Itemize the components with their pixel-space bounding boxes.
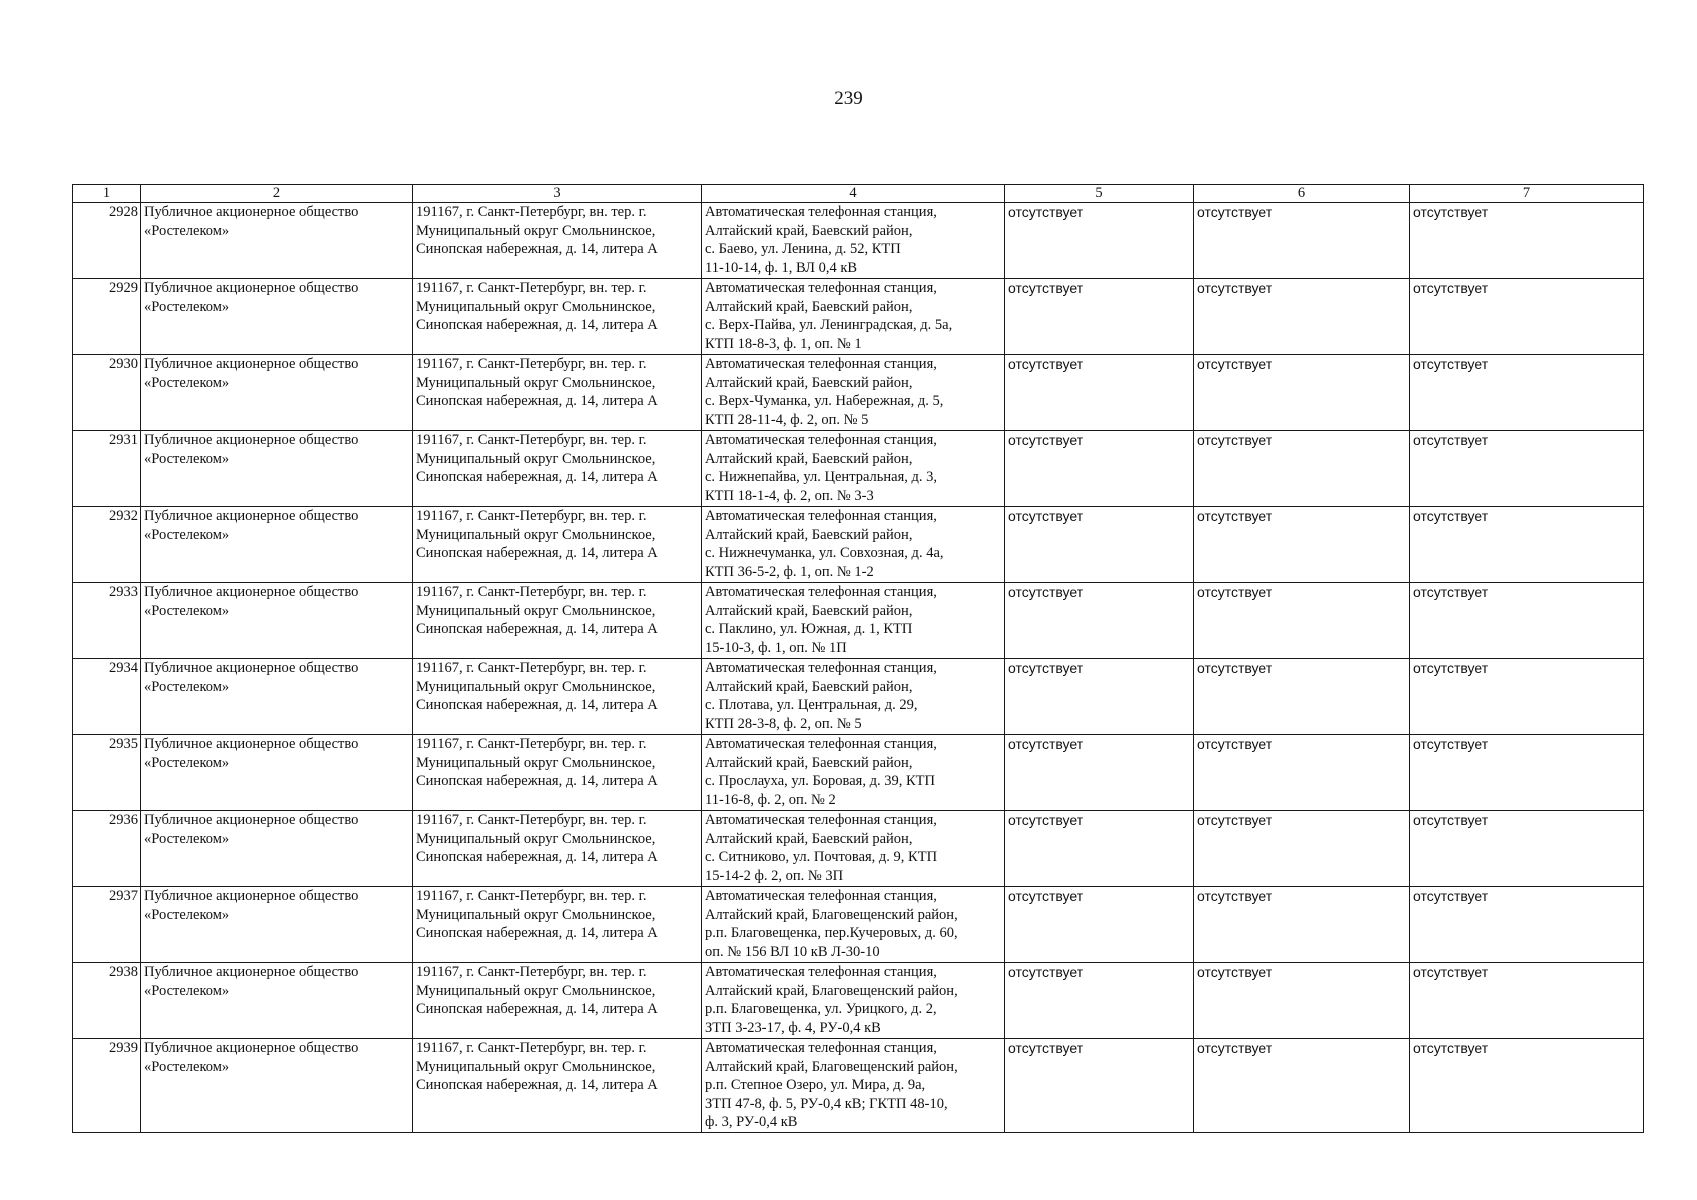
object-cell: [702, 811, 1005, 887]
address-line: 191167, г. Санкт-Петербург, вн. тер. г.: [416, 204, 647, 220]
object-line: Алтайский край, Благовещенский район,: [705, 1058, 958, 1075]
object-cell: [702, 963, 1005, 1039]
object-line: Автоматическая телефонная станция,: [705, 660, 937, 676]
address-line: Муниципальный округ Смольнинское,: [416, 602, 656, 619]
owner-line: «Ростелеком»: [144, 1058, 230, 1075]
object-line: Автоматическая телефонная станция,: [705, 888, 937, 904]
address-line: 191167, г. Санкт-Петербург, вн. тер. г.: [416, 432, 647, 448]
object-line: р.п. Благовещенка, ул. Урицкого, д. 2,: [705, 1001, 937, 1018]
address-line: Синопская набережная, д. 14, литера А: [416, 241, 658, 258]
table-row: [73, 659, 1644, 735]
address-line: 191167, г. Санкт-Петербург, вн. тер. г.: [416, 508, 647, 524]
absence-cell: отсутствует: [1005, 811, 1194, 887]
absence-cell: отсутствует: [1194, 887, 1410, 963]
address-line: Муниципальный округ Смольнинское,: [416, 1058, 656, 1075]
column-header: 2: [141, 185, 413, 203]
object-cell: [702, 583, 1005, 659]
absence-cell: отсутствует: [1005, 203, 1194, 279]
address-line: 191167, г. Санкт-Петербург, вн. тер. г.: [416, 812, 647, 828]
row-number-cell: 2939: [73, 1039, 141, 1133]
owner-line: «Ростелеком»: [144, 754, 230, 771]
object-line: КТП 28-3-8, ф. 2, оп. № 5: [705, 715, 862, 732]
absence-cell: отсутствует: [1194, 1039, 1410, 1133]
owner-line: «Ростелеком»: [144, 526, 230, 543]
absence-cell: отсутствует: [1194, 583, 1410, 659]
address-line: Муниципальный округ Смольнинское,: [416, 298, 656, 315]
absence-cell: отсутствует: [1410, 279, 1644, 355]
object-line: Автоматическая телефонная станция,: [705, 356, 937, 372]
column-header: 5: [1005, 185, 1194, 203]
table-row: [73, 279, 1644, 355]
owner-line: Публичное акционерное общество: [144, 508, 359, 524]
object-line: с. Прослауха, ул. Боровая, д. 39, КТП: [705, 773, 935, 790]
owner-line: «Ростелеком»: [144, 222, 230, 239]
absence-cell: отсутствует: [1194, 659, 1410, 735]
address-cell: [413, 735, 702, 811]
table-row: [73, 963, 1644, 1039]
address-line: Синопская набережная, д. 14, литера А: [416, 849, 658, 866]
object-line: с. Верх-Пайва, ул. Ленинградская, д. 5а,: [705, 317, 953, 334]
object-line: 11-16-8, ф. 2, оп. № 2: [705, 791, 836, 808]
object-cell: [702, 507, 1005, 583]
address-line: Синопская набережная, д. 14, литера А: [416, 1077, 658, 1094]
object-line: Автоматическая телефонная станция,: [705, 584, 937, 600]
owner-cell: [141, 355, 413, 431]
address-line: 191167, г. Санкт-Петербург, вн. тер. г.: [416, 888, 647, 904]
owner-cell: [141, 583, 413, 659]
owner-line: «Ростелеком»: [144, 450, 230, 467]
row-number-cell: 2935: [73, 735, 141, 811]
object-cell: [702, 431, 1005, 507]
object-cell: [702, 735, 1005, 811]
absence-cell: отсутствует: [1194, 355, 1410, 431]
table-row: [73, 1039, 1644, 1133]
absence-cell: отсутствует: [1005, 735, 1194, 811]
owner-line: Публичное акционерное общество: [144, 1040, 359, 1056]
owner-line: Публичное акционерное общество: [144, 280, 359, 296]
address-line: Синопская набережная, д. 14, литера А: [416, 545, 658, 562]
object-line: Алтайский край, Баевский район,: [705, 222, 913, 239]
object-line: КТП 28-11-4, ф. 2, оп. № 5: [705, 411, 869, 428]
owner-cell: [141, 659, 413, 735]
absence-cell: отсутствует: [1410, 659, 1644, 735]
row-number-cell: 2937: [73, 887, 141, 963]
owner-cell: [141, 431, 413, 507]
owner-line: Публичное акционерное общество: [144, 812, 359, 828]
absence-cell: отсутствует: [1410, 735, 1644, 811]
owner-line: «Ростелеком»: [144, 678, 230, 695]
object-line: Автоматическая телефонная станция,: [705, 280, 937, 296]
object-line: Автоматическая телефонная станция,: [705, 964, 937, 980]
row-number-cell: 2929: [73, 279, 141, 355]
owner-cell: [141, 811, 413, 887]
address-cell: [413, 355, 702, 431]
object-line: Автоматическая телефонная станция,: [705, 508, 937, 524]
object-cell: [702, 659, 1005, 735]
object-cell: [702, 203, 1005, 279]
address-line: 191167, г. Санкт-Петербург, вн. тер. г.: [416, 280, 647, 296]
address-line: Муниципальный округ Смольнинское,: [416, 526, 656, 543]
column-header: 3: [413, 185, 702, 203]
address-line: 191167, г. Санкт-Петербург, вн. тер. г.: [416, 964, 647, 980]
address-line: Муниципальный округ Смольнинское,: [416, 374, 656, 391]
absence-cell: отсутствует: [1005, 1039, 1194, 1133]
object-line: Автоматическая телефонная станция,: [705, 736, 937, 752]
object-line: Автоматическая телефонная станция,: [705, 1040, 937, 1056]
address-cell: [413, 279, 702, 355]
page-number: 239: [834, 88, 863, 109]
object-line: с. Нижнепайва, ул. Центральная, д. 3,: [705, 469, 937, 486]
absence-cell: отсутствует: [1410, 355, 1644, 431]
object-line: Алтайский край, Баевский район,: [705, 526, 913, 543]
address-line: Муниципальный округ Смольнинское,: [416, 754, 656, 771]
object-line: с. Баево, ул. Ленина, д. 52, КТП: [705, 241, 901, 258]
address-cell: [413, 811, 702, 887]
address-line: 191167, г. Санкт-Петербург, вн. тер. г.: [416, 736, 647, 752]
address-cell: [413, 431, 702, 507]
object-line: Автоматическая телефонная станция,: [705, 204, 937, 220]
object-line: КТП 18-1-4, ф. 2, оп. № 3-3: [705, 487, 874, 504]
object-line: Алтайский край, Баевский район,: [705, 830, 913, 847]
address-line: Синопская набережная, д. 14, литера А: [416, 621, 658, 638]
table-row: [73, 735, 1644, 811]
address-cell: [413, 659, 702, 735]
object-line: Алтайский край, Баевский район,: [705, 678, 913, 695]
absence-cell: отсутствует: [1005, 431, 1194, 507]
object-line: 11-10-14, ф. 1, ВЛ 0,4 кВ: [705, 259, 858, 276]
table-row: [73, 507, 1644, 583]
table-row: [73, 887, 1644, 963]
absence-cell: отсутствует: [1005, 355, 1194, 431]
table-header-row: [73, 185, 1644, 203]
address-line: Муниципальный округ Смольнинское,: [416, 678, 656, 695]
absence-cell: отсутствует: [1194, 735, 1410, 811]
address-line: Синопская набережная, д. 14, литера А: [416, 317, 658, 334]
table-row: [73, 583, 1644, 659]
column-header: 1: [73, 185, 141, 203]
absence-cell: отсутствует: [1005, 279, 1194, 355]
row-number-cell: 2931: [73, 431, 141, 507]
owner-line: «Ростелеком»: [144, 830, 230, 847]
owner-line: Публичное акционерное общество: [144, 736, 359, 752]
row-number-cell: 2938: [73, 963, 141, 1039]
owner-cell: [141, 507, 413, 583]
absence-cell: отсутствует: [1194, 507, 1410, 583]
row-number-cell: 2933: [73, 583, 141, 659]
address-line: Синопская набережная, д. 14, литера А: [416, 1001, 658, 1018]
owner-cell: [141, 887, 413, 963]
object-line: с. Ситниково, ул. Почтовая, д. 9, КТП: [705, 849, 938, 866]
absence-cell: отсутствует: [1410, 963, 1644, 1039]
owner-line: «Ростелеком»: [144, 374, 230, 391]
object-cell: [702, 279, 1005, 355]
object-line: с. Плотава, ул. Центральная, д. 29,: [705, 697, 918, 714]
object-line: ф. 3, РУ-0,4 кВ: [705, 1114, 798, 1131]
object-line: Алтайский край, Баевский район,: [705, 754, 913, 771]
row-number-cell: 2936: [73, 811, 141, 887]
table-row: [73, 811, 1644, 887]
address-line: Муниципальный округ Смольнинское,: [416, 906, 656, 923]
object-line: Алтайский край, Баевский район,: [705, 374, 913, 391]
address-line: Синопская набережная, д. 14, литера А: [416, 773, 658, 790]
absence-cell: отсутствует: [1005, 659, 1194, 735]
address-cell: [413, 203, 702, 279]
object-cell: [702, 355, 1005, 431]
address-line: 191167, г. Санкт-Петербург, вн. тер. г.: [416, 584, 647, 600]
absence-cell: отсутствует: [1005, 507, 1194, 583]
address-cell: [413, 963, 702, 1039]
object-line: Алтайский край, Благовещенский район,: [705, 982, 958, 999]
row-number-cell: 2930: [73, 355, 141, 431]
absence-cell: отсутствует: [1194, 963, 1410, 1039]
object-line: Алтайский край, Баевский район,: [705, 602, 913, 619]
owner-line: Публичное акционерное общество: [144, 964, 359, 980]
object-line: с. Паклино, ул. Южная, д. 1, КТП: [705, 621, 913, 638]
absence-cell: отсутствует: [1194, 279, 1410, 355]
object-line: оп. № 156 ВЛ 10 кВ Л-30-10: [705, 943, 880, 960]
object-line: Автоматическая телефонная станция,: [705, 432, 937, 448]
table-row: [73, 431, 1644, 507]
absence-cell: отсутствует: [1410, 583, 1644, 659]
absence-cell: отсутствует: [1410, 811, 1644, 887]
row-number-cell: 2932: [73, 507, 141, 583]
absence-cell: отсутствует: [1410, 1039, 1644, 1133]
object-line: КТП 36-5-2, ф. 1, оп. № 1-2: [705, 563, 874, 580]
address-line: Синопская набережная, д. 14, литера А: [416, 393, 658, 410]
object-line: с. Верх-Чуманка, ул. Набережная, д. 5,: [705, 393, 944, 410]
row-number-cell: 2928: [73, 203, 141, 279]
owner-line: Публичное акционерное общество: [144, 432, 359, 448]
absence-cell: отсутствует: [1194, 203, 1410, 279]
object-line: КТП 18-8-3, ф. 1, оп. № 1: [705, 335, 862, 352]
object-line: р.п. Степное Озеро, ул. Мира, д. 9а,: [705, 1077, 926, 1094]
absence-cell: отсутствует: [1410, 507, 1644, 583]
address-cell: [413, 507, 702, 583]
absence-cell: отсутствует: [1005, 583, 1194, 659]
owner-line: Публичное акционерное общество: [144, 888, 359, 904]
table-row: [73, 203, 1644, 279]
column-header: 4: [702, 185, 1005, 203]
owner-cell: [141, 1039, 413, 1133]
object-line: ЗТП 47-8, ф. 5, РУ-0,4 кВ; ГКТП 48-10,: [705, 1095, 948, 1112]
row-number-cell: 2934: [73, 659, 141, 735]
object-line: Алтайский край, Баевский район,: [705, 298, 913, 315]
address-line: Муниципальный округ Смольнинское,: [416, 222, 656, 239]
owner-cell: [141, 963, 413, 1039]
registry-table: [72, 184, 1644, 1133]
address-cell: [413, 583, 702, 659]
owner-line: «Ростелеком»: [144, 982, 230, 999]
address-line: Муниципальный округ Смольнинское,: [416, 830, 656, 847]
absence-cell: отсутствует: [1410, 431, 1644, 507]
table-row: [73, 355, 1644, 431]
owner-line: Публичное акционерное общество: [144, 584, 359, 600]
address-cell: [413, 1039, 702, 1133]
address-line: Муниципальный округ Смольнинское,: [416, 450, 656, 467]
address-line: Муниципальный округ Смольнинское,: [416, 982, 656, 999]
object-line: ЗТП 3-23-17, ф. 4, РУ-0,4 кВ: [705, 1019, 881, 1036]
absence-cell: отсутствует: [1410, 203, 1644, 279]
column-header: 7: [1410, 185, 1644, 203]
object-line: Алтайский край, Благовещенский район,: [705, 906, 958, 923]
address-cell: [413, 887, 702, 963]
object-line: Алтайский край, Баевский район,: [705, 450, 913, 467]
object-line: Автоматическая телефонная станция,: [705, 812, 937, 828]
owner-line: Публичное акционерное общество: [144, 356, 359, 372]
object-line: 15-10-3, ф. 1, оп. № 1П: [705, 639, 847, 656]
owner-line: «Ростелеком»: [144, 906, 230, 923]
object-cell: [702, 1039, 1005, 1133]
absence-cell: отсутствует: [1194, 431, 1410, 507]
absence-cell: отсутствует: [1005, 887, 1194, 963]
address-line: Синопская набережная, д. 14, литера А: [416, 469, 658, 486]
object-cell: [702, 887, 1005, 963]
object-line: р.п. Благовещенка, пер.Кучеровых, д. 60,: [705, 925, 958, 942]
owner-cell: [141, 203, 413, 279]
address-line: 191167, г. Санкт-Петербург, вн. тер. г.: [416, 660, 647, 676]
owner-line: Публичное акционерное общество: [144, 660, 359, 676]
address-line: Синопская набережная, д. 14, литера А: [416, 925, 658, 942]
column-header: 6: [1194, 185, 1410, 203]
owner-cell: [141, 279, 413, 355]
address-line: 191167, г. Санкт-Петербург, вн. тер. г.: [416, 1040, 647, 1056]
owner-line: «Ростелеком»: [144, 602, 230, 619]
absence-cell: отсутствует: [1194, 811, 1410, 887]
absence-cell: отсутствует: [1005, 963, 1194, 1039]
owner-line: «Ростелеком»: [144, 298, 230, 315]
owner-line: Публичное акционерное общество: [144, 204, 359, 220]
address-line: 191167, г. Санкт-Петербург, вн. тер. г.: [416, 356, 647, 372]
address-line: Синопская набережная, д. 14, литера А: [416, 697, 658, 714]
absence-cell: отсутствует: [1410, 887, 1644, 963]
object-line: с. Нижнечуманка, ул. Совхозная, д. 4а,: [705, 545, 944, 562]
object-line: 15-14-2 ф. 2, оп. № 3П: [705, 867, 844, 884]
owner-cell: [141, 735, 413, 811]
